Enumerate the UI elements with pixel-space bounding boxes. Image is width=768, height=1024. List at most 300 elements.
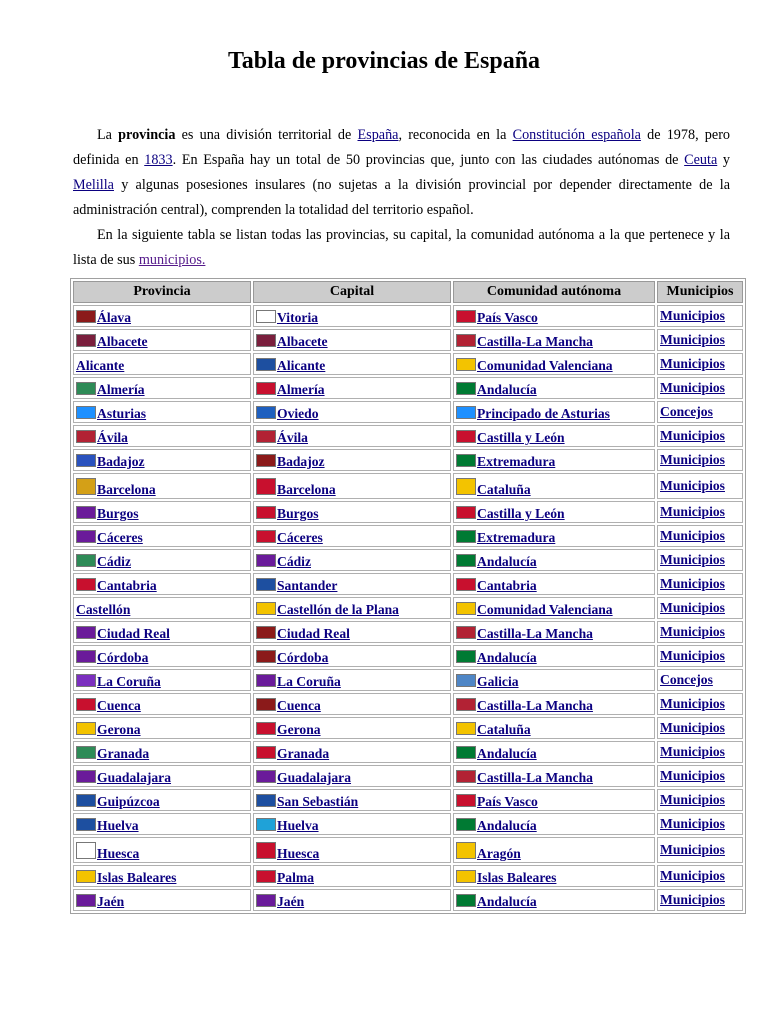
cell-municipios: [657, 377, 743, 399]
link-capital[interactable]: Santander: [277, 578, 338, 593]
flag-icon: [456, 506, 476, 519]
link-capital[interactable]: Burgos: [277, 506, 319, 521]
flag-icon: [256, 626, 276, 639]
cell-capital: [253, 501, 451, 523]
flag-icon: [456, 894, 476, 907]
link-comunidad[interactable]: Galicia: [477, 674, 519, 689]
link-municipios[interactable]: Municipios: [660, 842, 725, 857]
cell-capital: [253, 305, 451, 327]
table-row: [73, 549, 743, 571]
table-row: [73, 889, 743, 911]
flag-icon: [256, 334, 276, 347]
cell-comunidad: [453, 789, 655, 811]
flag-icon: [256, 698, 276, 711]
link-municipios[interactable]: Municipios: [660, 600, 725, 615]
link-provincia[interactable]: Cádiz: [97, 554, 131, 569]
link-capital[interactable]: Granada: [277, 746, 330, 761]
link-municipios[interactable]: Concejos: [660, 404, 713, 419]
link-municipios[interactable]: Municipios: [660, 356, 725, 371]
cell-capital: [253, 789, 451, 811]
link-capital[interactable]: Gerona: [277, 722, 321, 737]
link-comunidad[interactable]: Andalucía: [477, 818, 537, 833]
cell-provincia: [73, 597, 251, 619]
link-municipios[interactable]: Municipios: [660, 892, 725, 907]
flag-icon: [256, 554, 276, 567]
cell-capital: [253, 813, 451, 835]
flag-icon: [256, 602, 276, 615]
cell-municipios: [657, 401, 743, 423]
flag-icon: [456, 674, 476, 687]
flag-icon: [76, 794, 96, 807]
cell-provincia: [73, 645, 251, 667]
table-row: [73, 813, 743, 835]
flag-icon: [256, 310, 276, 323]
flag-icon: [76, 698, 96, 711]
cell-municipios: [657, 765, 743, 787]
cell-capital: [253, 837, 451, 863]
link-comunidad[interactable]: Andalucía: [477, 650, 537, 665]
link-capital[interactable]: Albacete: [277, 334, 328, 349]
link-municipios[interactable]: Municipios: [660, 792, 725, 807]
cell-comunidad: [453, 889, 655, 911]
cell-municipios: [657, 889, 743, 911]
link-comunidad[interactable]: Andalucía: [477, 382, 537, 397]
link-municipios[interactable]: Municipios: [660, 744, 725, 759]
cell-comunidad: [453, 449, 655, 471]
table-row: [73, 353, 743, 375]
link-municipios[interactable]: Municipios: [660, 816, 725, 831]
cell-capital: [253, 717, 451, 739]
cell-capital: [253, 473, 451, 499]
cell-municipios: [657, 473, 743, 499]
cell-comunidad: [453, 597, 655, 619]
cell-comunidad: [453, 621, 655, 643]
link-comunidad[interactable]: Castilla y León: [477, 430, 565, 445]
link-capital[interactable]: Huesca: [277, 846, 320, 861]
link-capital[interactable]: Oviedo: [277, 406, 319, 421]
cell-capital: [253, 353, 451, 375]
flag-icon: [456, 602, 476, 615]
cell-comunidad: [453, 401, 655, 423]
link-capital[interactable]: Almería: [277, 382, 325, 397]
flag-icon: [76, 746, 96, 759]
cell-provincia: [73, 377, 251, 399]
link-comunidad[interactable]: Extremadura: [477, 530, 556, 545]
flag-icon: [76, 650, 96, 663]
cell-provincia: [73, 573, 251, 595]
flag-icon: [256, 358, 276, 371]
table-row: [73, 741, 743, 763]
flag-icon: [456, 870, 476, 883]
cell-capital: [253, 549, 451, 571]
flag-icon: [76, 478, 96, 495]
cell-provincia: [73, 473, 251, 499]
flag-icon: [256, 818, 276, 831]
table-row: [73, 645, 743, 667]
flag-icon: [76, 578, 96, 591]
table-header-row: [73, 281, 743, 303]
text: En la siguiente tabla se listan todas las provincias, su capital, la comunidad autónoma a la que pertenece y la lista de sus: [73, 227, 730, 268]
cell-provincia: [73, 813, 251, 835]
link-provincia[interactable]: Guadalajara: [97, 770, 172, 785]
table-row: [73, 401, 743, 423]
link-provincia[interactable]: Jaén: [97, 894, 125, 909]
cell-provincia: [73, 525, 251, 547]
table-row: [73, 865, 743, 887]
flag-icon: [76, 506, 96, 519]
cell-comunidad: [453, 305, 655, 327]
cell-provincia: [73, 693, 251, 715]
link-comunidad[interactable]: Comunidad Valenciana: [477, 358, 613, 373]
intro-paragraph-2: [73, 223, 730, 273]
table-row: [73, 621, 743, 643]
link-municipios[interactable]: Municipios: [660, 720, 725, 735]
cell-comunidad: [453, 525, 655, 547]
flag-icon: [456, 406, 476, 419]
cell-municipios: [657, 573, 743, 595]
link-municipios[interactable]: Concejos: [660, 672, 713, 687]
cell-comunidad: [453, 473, 655, 499]
table-row: [73, 789, 743, 811]
link-comunidad[interactable]: Comunidad Valenciana: [477, 602, 613, 617]
flag-icon: [76, 530, 96, 543]
cell-provincia: [73, 353, 251, 375]
flag-icon: [256, 770, 276, 783]
link-provincia[interactable]: Castellón: [76, 602, 131, 617]
link-comunidad[interactable]: Cantabria: [477, 578, 537, 593]
table-row: [73, 693, 743, 715]
flag-icon: [256, 650, 276, 663]
link-comunidad[interactable]: Andalucía: [477, 554, 537, 569]
link-comunidad[interactable]: Principado de Asturias: [477, 406, 610, 421]
cell-municipios: [657, 425, 743, 447]
link-comunidad[interactable]: Andalucía: [477, 894, 537, 909]
link-capital[interactable]: Cuenca: [277, 698, 321, 713]
link-provincia[interactable]: Huelva: [97, 818, 139, 833]
table-row: [73, 525, 743, 547]
link-comunidad[interactable]: Castilla-La Mancha: [477, 698, 593, 713]
link-provincia[interactable]: Córdoba: [97, 650, 149, 665]
cell-comunidad: [453, 717, 655, 739]
flag-icon: [76, 430, 96, 443]
table-row: [73, 573, 743, 595]
link-municipios[interactable]: Municipios: [660, 624, 725, 639]
table-row: [73, 425, 743, 447]
link-municipios[interactable]: Municipios: [660, 380, 725, 395]
cell-provincia: [73, 717, 251, 739]
link-capital[interactable]: Guadalajara: [277, 770, 352, 785]
text: La: [97, 127, 119, 143]
link-provincia[interactable]: Granada: [97, 746, 150, 761]
cell-comunidad: [453, 425, 655, 447]
link-municipios[interactable]: Municipios: [660, 552, 725, 567]
flag-icon: [76, 382, 96, 395]
flag-icon: [456, 530, 476, 543]
link-provincia[interactable]: Burgos: [97, 506, 139, 521]
cell-municipios: [657, 501, 743, 523]
link-provincia[interactable]: Alicante: [76, 358, 125, 373]
cell-municipios: [657, 621, 743, 643]
table-row: [73, 669, 743, 691]
flag-icon: [76, 334, 96, 347]
cell-municipios: [657, 449, 743, 471]
link-municipios[interactable]: Municipios: [660, 696, 725, 711]
cell-capital: [253, 597, 451, 619]
table-row: [73, 305, 743, 327]
flag-icon: [456, 818, 476, 831]
cell-capital: [253, 693, 451, 715]
cell-municipios: [657, 813, 743, 835]
link-municipios[interactable]: Municipios: [660, 504, 725, 519]
link-comunidad[interactable]: Islas Baleares: [477, 870, 557, 885]
link-municipios[interactable]: Municipios: [660, 868, 725, 883]
cell-comunidad: [453, 329, 655, 351]
cell-municipios: [657, 645, 743, 667]
link-municipios[interactable]: Municipios: [660, 428, 725, 443]
cell-provincia: [73, 401, 251, 423]
link-capital[interactable]: Huelva: [277, 818, 319, 833]
cell-municipios: [657, 837, 743, 863]
link-comunidad[interactable]: Castilla-La Mancha: [477, 334, 593, 349]
cell-capital: [253, 525, 451, 547]
flag-icon: [76, 770, 96, 783]
table-row: [73, 329, 743, 351]
cell-capital: [253, 889, 451, 911]
link-capital[interactable]: San Sebastián: [277, 794, 359, 809]
link-capital[interactable]: Alicante: [277, 358, 326, 373]
link-comunidad[interactable]: País Vasco: [477, 310, 538, 325]
flag-icon: [256, 894, 276, 907]
table-row: [73, 597, 743, 619]
flag-icon: [256, 382, 276, 395]
cell-municipios: [657, 741, 743, 763]
flag-icon: [456, 358, 476, 371]
flag-icon: [456, 310, 476, 323]
flag-icon: [76, 626, 96, 639]
flag-icon: [76, 454, 96, 467]
flag-icon: [256, 746, 276, 759]
flag-icon: [456, 842, 476, 859]
table-row: [73, 837, 743, 863]
flag-icon: [456, 454, 476, 467]
cell-municipios: [657, 549, 743, 571]
flag-icon: [456, 334, 476, 347]
link-provincia[interactable]: Badajoz: [97, 454, 145, 469]
link-espana[interactable]: España: [357, 127, 399, 143]
link-capital[interactable]: Ciudad Real: [277, 626, 350, 641]
flag-icon: [76, 406, 96, 419]
flag-icon: [456, 626, 476, 639]
cell-municipios: [657, 305, 743, 327]
flag-icon: [256, 722, 276, 735]
cell-provincia: [73, 765, 251, 787]
header-capital: Capital: [253, 281, 451, 303]
link-comunidad[interactable]: Aragón: [477, 846, 521, 861]
link-capital[interactable]: La Coruña: [277, 674, 341, 689]
flag-icon: [456, 430, 476, 443]
cell-provincia: [73, 865, 251, 887]
link-provincia[interactable]: Cantabria: [97, 578, 157, 593]
link-municipios[interactable]: Municipios: [660, 528, 725, 543]
link-capital[interactable]: Barcelona: [277, 482, 336, 497]
link-capital[interactable]: Vitoria: [277, 310, 319, 325]
cell-capital: [253, 865, 451, 887]
link-municipios[interactable]: Municipios: [660, 576, 725, 591]
link-comunidad[interactable]: Castilla y León: [477, 506, 565, 521]
link-comunidad[interactable]: Extremadura: [477, 454, 556, 469]
link-capital[interactable]: Palma: [277, 870, 314, 885]
cell-capital: [253, 741, 451, 763]
flag-icon: [256, 794, 276, 807]
link-capital[interactable]: Badajoz: [277, 454, 325, 469]
provinces-table: [70, 278, 746, 914]
cell-municipios: [657, 353, 743, 375]
flag-icon: [456, 554, 476, 567]
flag-icon: [76, 722, 96, 735]
flag-icon: [256, 842, 276, 859]
cell-municipios: [657, 597, 743, 619]
flag-icon: [256, 578, 276, 591]
cell-provincia: [73, 501, 251, 523]
text: y: [717, 152, 731, 168]
link-comunidad[interactable]: Castilla-La Mancha: [477, 770, 593, 785]
cell-municipios: [657, 865, 743, 887]
cell-capital: [253, 425, 451, 447]
link-capital[interactable]: Ávila: [277, 430, 308, 445]
flag-icon: [256, 454, 276, 467]
link-municipios[interactable]: Municipios: [660, 308, 725, 323]
flag-icon: [456, 382, 476, 395]
link-municipios[interactable]: Municipios: [660, 452, 725, 467]
link-capital[interactable]: Córdoba: [277, 650, 329, 665]
link-capital[interactable]: Jaén: [277, 894, 305, 909]
cell-municipios: [657, 789, 743, 811]
link-1833[interactable]: 1833: [144, 152, 173, 168]
text: de 1978, pero definida en: [73, 127, 731, 168]
flag-icon: [456, 578, 476, 591]
flag-icon: [256, 674, 276, 687]
link-comunidad[interactable]: Cataluña: [477, 722, 531, 737]
cell-capital: [253, 329, 451, 351]
link-municipios[interactable]: Municipios: [660, 648, 725, 663]
link-municipios[interactable]: Municipios: [660, 332, 725, 347]
text: y algunas posesiones insulares (no sujetas a la división provincial por depender directamente de la administración central), comprenden la totalidad del territorio español.: [73, 177, 730, 218]
link-ceuta[interactable]: Ceuta: [684, 152, 718, 168]
cell-comunidad: [453, 573, 655, 595]
link-municipios[interactable]: Municipios: [660, 768, 725, 783]
text: , reconocida en la: [398, 127, 513, 143]
cell-comunidad: [453, 741, 655, 763]
cell-capital: [253, 401, 451, 423]
cell-capital: [253, 377, 451, 399]
link-provincia[interactable]: Gerona: [97, 722, 141, 737]
link-provincia[interactable]: Asturias: [97, 406, 147, 421]
cell-comunidad: [453, 865, 655, 887]
cell-provincia: [73, 837, 251, 863]
cell-provincia: [73, 329, 251, 351]
link-comunidad[interactable]: Cataluña: [477, 482, 531, 497]
term-provincia: provincia: [118, 127, 176, 143]
link-melilla[interactable]: Melilla: [73, 177, 114, 193]
cell-capital: [253, 645, 451, 667]
table-row: [73, 501, 743, 523]
link-constitucion[interactable]: Constitución española: [512, 127, 641, 143]
link-provincia[interactable]: Barcelona: [97, 482, 156, 497]
flag-icon: [456, 746, 476, 759]
link-comunidad[interactable]: Castilla-La Mancha: [477, 626, 593, 641]
link-capital[interactable]: Cádiz: [277, 554, 311, 569]
link-comunidad[interactable]: Andalucía: [477, 746, 537, 761]
flag-icon: [76, 310, 96, 323]
link-municipios[interactable]: municipios.: [138, 252, 206, 268]
flag-icon: [256, 506, 276, 519]
cell-comunidad: [453, 837, 655, 863]
cell-municipios: [657, 669, 743, 691]
cell-provincia: [73, 449, 251, 471]
link-provincia[interactable]: Islas Baleares: [97, 870, 177, 885]
header-municipios: Municipios: [657, 281, 743, 303]
cell-comunidad: [453, 377, 655, 399]
link-provincia[interactable]: Guipúzcoa: [97, 794, 160, 809]
cell-provincia: [73, 669, 251, 691]
cell-provincia: [73, 741, 251, 763]
link-provincia[interactable]: Huesca: [97, 846, 140, 861]
header-provincia: Provincia: [73, 281, 251, 303]
link-capital[interactable]: Cáceres: [277, 530, 323, 545]
cell-comunidad: [453, 501, 655, 523]
flag-icon: [256, 430, 276, 443]
link-capital[interactable]: Castellón de la Plana: [277, 602, 399, 617]
cell-provincia: [73, 621, 251, 643]
link-provincia[interactable]: Almería: [97, 382, 145, 397]
cell-comunidad: [453, 645, 655, 667]
flag-icon: [456, 650, 476, 663]
cell-comunidad: [453, 693, 655, 715]
cell-municipios: [657, 329, 743, 351]
flag-icon: [256, 478, 276, 495]
text: . En España hay un total de 50 provincias que, junto con las ciudades autónomas de: [172, 152, 685, 168]
flag-icon: [76, 870, 96, 883]
flag-icon: [256, 530, 276, 543]
link-provincia[interactable]: Cuenca: [97, 698, 141, 713]
intro-paragraph: [73, 123, 730, 223]
cell-provincia: [73, 305, 251, 327]
cell-capital: [253, 765, 451, 787]
flag-icon: [76, 842, 96, 859]
flag-icon: [456, 770, 476, 783]
flag-icon: [76, 818, 96, 831]
cell-provincia: [73, 425, 251, 447]
header-comunidad: Comunidad autónoma: [453, 281, 655, 303]
table-row: [73, 377, 743, 399]
link-comunidad[interactable]: País Vasco: [477, 794, 538, 809]
link-provincia[interactable]: Cáceres: [97, 530, 143, 545]
link-provincia[interactable]: La Coruña: [97, 674, 161, 689]
cell-capital: [253, 573, 451, 595]
link-provincia[interactable]: Ávila: [97, 430, 128, 445]
cell-comunidad: [453, 669, 655, 691]
link-provincia[interactable]: Álava: [97, 310, 131, 325]
link-municipios[interactable]: Municipios: [660, 478, 725, 493]
cell-municipios: [657, 717, 743, 739]
cell-municipios: [657, 693, 743, 715]
link-provincia[interactable]: Albacete: [97, 334, 148, 349]
table-body: [73, 305, 743, 911]
flag-icon: [456, 698, 476, 711]
link-provincia[interactable]: Ciudad Real: [97, 626, 170, 641]
flag-icon: [456, 794, 476, 807]
cell-capital: [253, 449, 451, 471]
